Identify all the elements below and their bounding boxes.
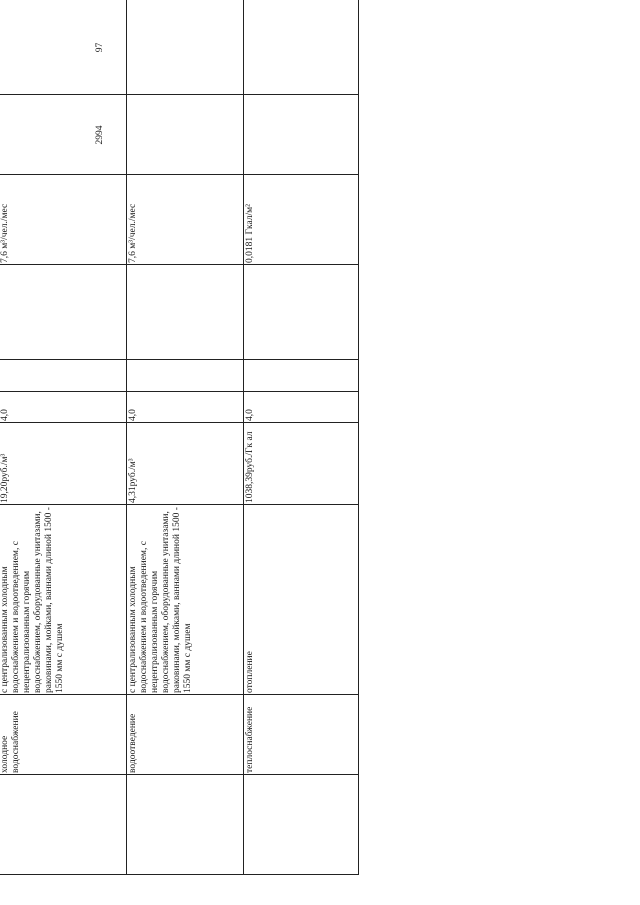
row-cold-water-norm: 7,6 м³/чел./мес: [0, 203, 10, 263]
row-cold-water-tariff: 19,20руб./м³: [0, 453, 10, 503]
row-divider: [0, 694, 358, 695]
row-heating-growth: 4,0: [245, 409, 255, 421]
row-cold-water-improvement: с централизованным холодным водоснабжением и водоотведением, с нецентрализованным горячим водоснабжением, оборудованные унитазами, раковинами, мойками, ваннами длиной 1500 - 1550 мм с душем: [0, 507, 65, 693]
row-sewage-service: водоотведение: [128, 713, 138, 773]
row-sewage-tariff: 4,31руб./м³: [128, 458, 138, 503]
row-heating-norm: 0,0181 Гкал/м²: [245, 203, 255, 263]
column-divider: [126, 0, 127, 875]
total-population: 2994: [95, 125, 105, 145]
row-divider: [0, 94, 358, 95]
row-divider: [0, 422, 358, 423]
row-cold-water-growth: 4,0: [0, 409, 10, 421]
table-border-bottom: [358, 0, 359, 875]
row-heating-tariff: 1038,39руб./Гк ал: [245, 431, 255, 503]
row-sewage-improvement: с централизованным холодным водоснабжением и водоотведением, с нецентрализованным горячим водоснабжением, оборудованные унитазами, раковинами, мойками, ваннами длиной 1500 - 1550 мм с душем: [128, 507, 193, 693]
row-heating-improvement: отопление: [245, 651, 255, 693]
row-cold-water-service: холодное водоснабжение: [0, 711, 21, 773]
column-divider: [243, 0, 244, 875]
row-divider: [0, 774, 358, 775]
row-divider: [0, 359, 358, 360]
row-sewage-norm: 7,6 м³/чел./мес: [128, 203, 138, 263]
row-divider: [0, 504, 358, 505]
row-heating-service: теплоснабжение: [245, 706, 255, 773]
total-share-mo: 97: [95, 42, 105, 53]
table-border-left: [0, 874, 358, 875]
row-divider: [0, 391, 358, 392]
row-divider: [0, 174, 358, 175]
row-sewage-growth: 4,0: [128, 409, 138, 421]
row-divider: [0, 264, 358, 265]
